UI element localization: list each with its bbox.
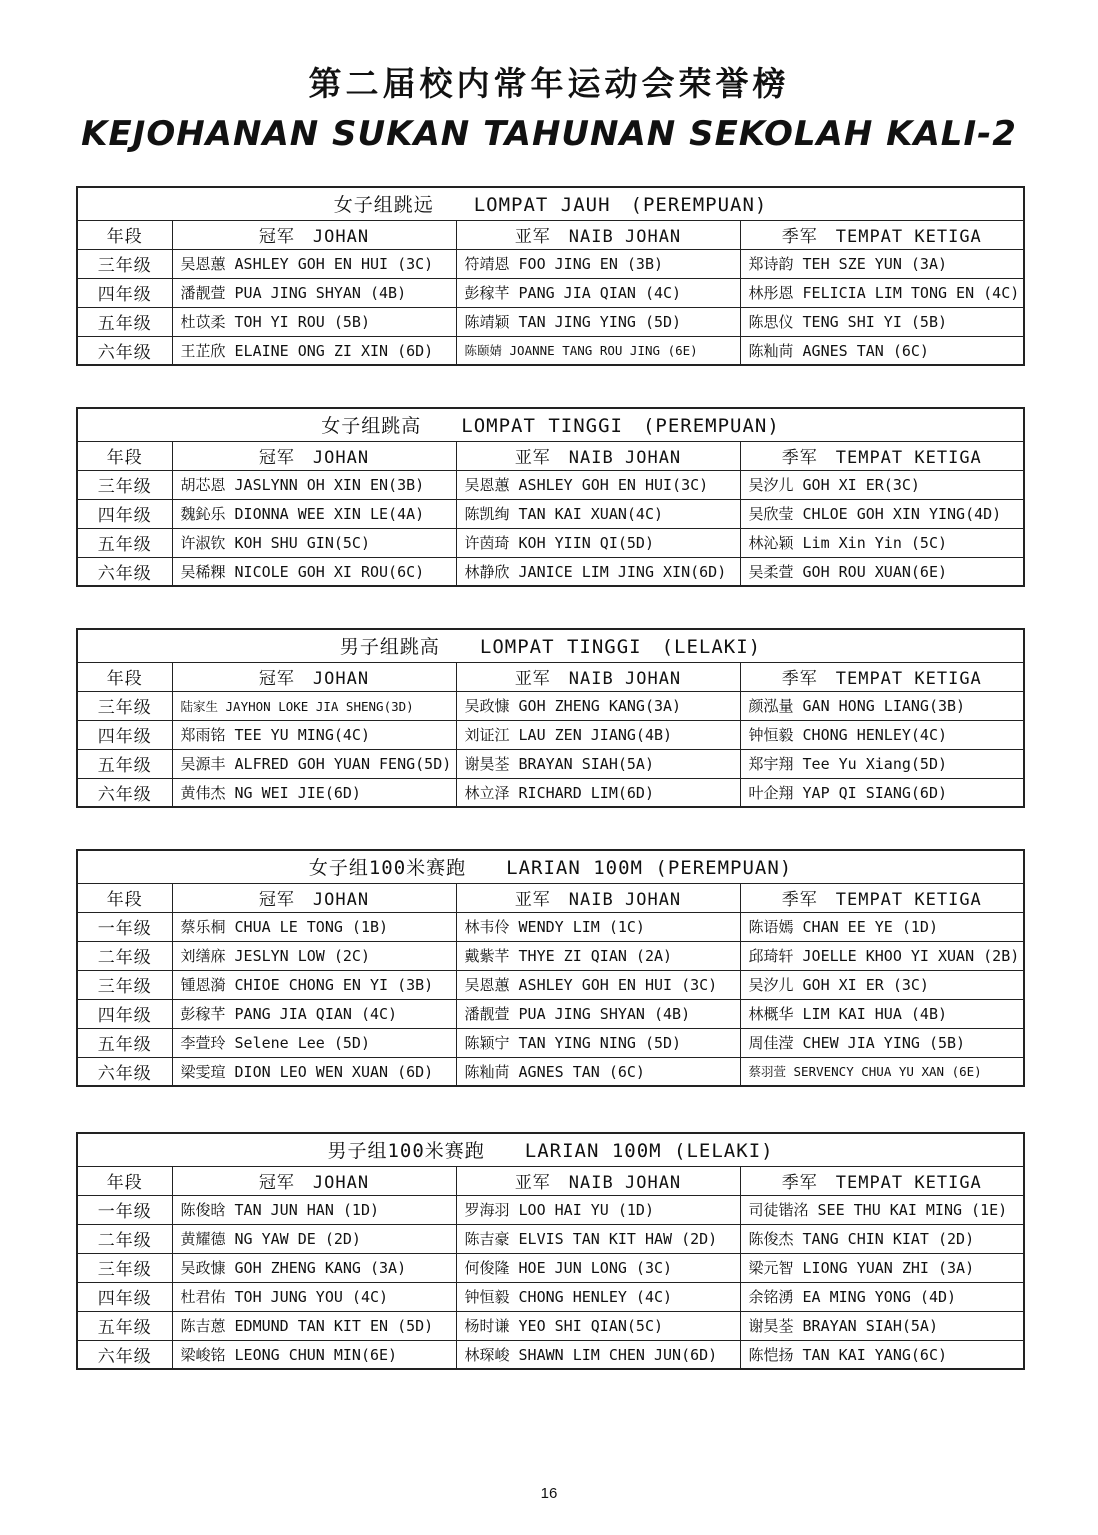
table-row xyxy=(77,999,1024,1028)
runner-up-cell: 刘证江 LAU ZEN JIANG(4B) xyxy=(456,720,740,749)
third-place-cell: 陈恺扬 TAN KAI YANG(6C) xyxy=(740,1340,1024,1369)
grade-level: 二年级 xyxy=(77,941,172,970)
column-header: 冠军 JOHAN xyxy=(172,662,456,691)
table-caption-row xyxy=(77,408,1024,441)
runner-up-cell: 潘靓萱 PUA JING SHYAN (4B) xyxy=(456,999,740,1028)
champion-cell: 吴政慷 GOH ZHENG KANG (3A) xyxy=(172,1253,456,1282)
third-place-cell: 林彤恩 FELICIA LIM TONG EN (4C) xyxy=(740,278,1024,307)
column-header: 季军 TEMPAT KETIGA xyxy=(740,883,1024,912)
table-header-row xyxy=(77,662,1024,691)
table-row xyxy=(77,307,1024,336)
column-header: 季军 TEMPAT KETIGA xyxy=(740,220,1024,249)
grade-level: 四年级 xyxy=(77,1282,172,1311)
champion-cell: 杜君佑 TOH JUNG YOU (4C) xyxy=(172,1282,456,1311)
column-header: 年段 xyxy=(77,883,172,912)
champion-cell: 锺恩漪 CHIOE CHONG EN YI (3B) xyxy=(172,970,456,999)
runner-up-cell: 杨时谦 YEO SHI QIAN(5C) xyxy=(456,1311,740,1340)
grade-level: 五年级 xyxy=(77,1028,172,1057)
page-number: 16 xyxy=(540,1485,558,1502)
runner-up-cell: 罗海羽 LOO HAI YU (1D) xyxy=(456,1195,740,1224)
grade-level: 三年级 xyxy=(77,1253,172,1282)
table-row xyxy=(77,691,1024,720)
column-header: 冠军 JOHAN xyxy=(172,441,456,470)
champion-cell: 蔡乐桐 CHUA LE TONG (1B) xyxy=(172,912,456,941)
column-header: 冠军 JOHAN xyxy=(172,883,456,912)
third-place-cell: 林沁颖 Lim Xin Yin (5C) xyxy=(740,528,1024,557)
runner-up-cell: 钟恒毅 CHONG HENLEY (4C) xyxy=(456,1282,740,1311)
third-place-cell: 蔡羽萱 SERVENCY CHUA YU XAN (6E) xyxy=(740,1057,1024,1086)
third-place-cell: 林概华 LIM KAI HUA (4B) xyxy=(740,999,1024,1028)
table-row xyxy=(77,278,1024,307)
runner-up-cell: 陈靖颖 TAN JING YING (5D) xyxy=(456,307,740,336)
table-row xyxy=(77,1311,1024,1340)
table-row xyxy=(77,336,1024,365)
champion-cell: 吴源丰 ALFRED GOH YUAN FENG(5D) xyxy=(172,749,456,778)
third-place-cell: 郑诗韵 TEH SZE YUN (3A) xyxy=(740,249,1024,278)
runner-up-cell: 林立泽 RICHARD LIM(6D) xyxy=(456,778,740,807)
event-title: 男子组跳高 LOMPAT TINGGI (LELAKI) xyxy=(77,629,1024,662)
column-header: 年段 xyxy=(77,662,172,691)
runner-up-cell: 戴紫芊 THYE ZI QIAN (2A) xyxy=(456,941,740,970)
table-row xyxy=(77,1028,1024,1057)
column-header: 季军 TEMPAT KETIGA xyxy=(740,441,1024,470)
champion-cell: 杜苡柔 TOH YI ROU (5B) xyxy=(172,307,456,336)
grade-level: 二年级 xyxy=(77,1224,172,1253)
table-row xyxy=(77,749,1024,778)
champion-cell: 王芷欣 ELAINE ONG ZI XIN (6D) xyxy=(172,336,456,365)
third-place-cell: 吴汐儿 GOH XI ER(3C) xyxy=(740,470,1024,499)
runner-up-cell: 林琛峻 SHAWN LIM CHEN JUN(6D) xyxy=(456,1340,740,1369)
table-caption-row xyxy=(77,850,1024,883)
column-header: 亚军 NAIB JOHAN xyxy=(456,883,740,912)
table-row xyxy=(77,528,1024,557)
third-place-cell: 余铭湧 EA MING YONG (4D) xyxy=(740,1282,1024,1311)
grade-level: 三年级 xyxy=(77,970,172,999)
runner-up-cell: 陈吉豪 ELVIS TAN KIT HAW (2D) xyxy=(456,1224,740,1253)
champion-cell: 魏鈊乐 DIONNA WEE XIN LE(4A) xyxy=(172,499,456,528)
champion-cell: 陈俊晗 TAN JUN HAN (1D) xyxy=(172,1195,456,1224)
runner-up-cell: 陈凯绚 TAN KAI XUAN(4C) xyxy=(456,499,740,528)
third-place-cell: 梁元智 LIONG YUAN ZHI (3A) xyxy=(740,1253,1024,1282)
runner-up-cell: 谢昊荃 BRAYAN SIAH(5A) xyxy=(456,749,740,778)
table-header-row xyxy=(77,883,1024,912)
grade-level: 四年级 xyxy=(77,499,172,528)
page-title-malay: KEJOHANAN SUKAN TAHUNAN SEKOLAH KALI-2 xyxy=(81,114,1017,154)
runner-up-cell: 许茵琦 KOH YIIN QI(5D) xyxy=(456,528,740,557)
third-place-cell: 吴汐儿 GOH XI ER (3C) xyxy=(740,970,1024,999)
grade-level: 五年级 xyxy=(77,307,172,336)
runner-up-cell: 陈颐婧 JOANNE TANG ROU JING (6E) xyxy=(456,336,740,365)
column-header: 冠军 JOHAN xyxy=(172,220,456,249)
third-place-cell: 陈籼苘 AGNES TAN (6C) xyxy=(740,336,1024,365)
table-header-row xyxy=(77,441,1024,470)
table-row xyxy=(77,1057,1024,1086)
runner-up-cell: 彭稼芊 PANG JIA QIAN (4C) xyxy=(456,278,740,307)
column-header: 冠军 JOHAN xyxy=(172,1166,456,1195)
grade-level: 一年级 xyxy=(77,1195,172,1224)
champion-cell: 吴稀粿 NICOLE GOH XI ROU(6C) xyxy=(172,557,456,586)
column-header: 年段 xyxy=(77,1166,172,1195)
results-table xyxy=(76,849,1025,1087)
table-row xyxy=(77,499,1024,528)
champion-cell: 李萱玲 Selene Lee (5D) xyxy=(172,1028,456,1057)
champion-cell: 许淑钦 KOH SHU GIN(5C) xyxy=(172,528,456,557)
grade-level: 五年级 xyxy=(77,528,172,557)
champion-cell: 梁峻铭 LEONG CHUN MIN(6E) xyxy=(172,1340,456,1369)
grade-level: 三年级 xyxy=(77,470,172,499)
runner-up-cell: 何俊隆 HOE JUN LONG (3C) xyxy=(456,1253,740,1282)
table-row xyxy=(77,778,1024,807)
grade-level: 六年级 xyxy=(77,336,172,365)
third-place-cell: 陈俊杰 TANG CHIN KIAT (2D) xyxy=(740,1224,1024,1253)
table-row xyxy=(77,1253,1024,1282)
runner-up-cell: 林静欣 JANICE LIM JING XIN(6D) xyxy=(456,557,740,586)
grade-level: 四年级 xyxy=(77,720,172,749)
champion-cell: 郑雨铭 TEE YU MING(4C) xyxy=(172,720,456,749)
table-row xyxy=(77,1224,1024,1253)
grade-level: 六年级 xyxy=(77,557,172,586)
grade-level: 一年级 xyxy=(77,912,172,941)
grade-level: 四年级 xyxy=(77,278,172,307)
champion-cell: 潘靓萱 PUA JING SHYAN (4B) xyxy=(172,278,456,307)
runner-up-cell: 陈颖宁 TAN YING NING (5D) xyxy=(456,1028,740,1057)
runner-up-cell: 吴恩蕙 ASHLEY GOH EN HUI (3C) xyxy=(456,970,740,999)
event-title: 女子组跳远 LOMPAT JAUH (PEREMPUAN) xyxy=(77,187,1024,220)
third-place-cell: 吴欣莹 CHLOE GOH XIN YING(4D) xyxy=(740,499,1024,528)
third-place-cell: 谢昊荃 BRAYAN SIAH(5A) xyxy=(740,1311,1024,1340)
results-table xyxy=(76,407,1025,587)
column-header: 季军 TEMPAT KETIGA xyxy=(740,1166,1024,1195)
grade-level: 六年级 xyxy=(77,1340,172,1369)
results-table xyxy=(76,1132,1025,1370)
third-place-cell: 钟恒毅 CHONG HENLEY(4C) xyxy=(740,720,1024,749)
event-title: 女子组100米赛跑 LARIAN 100M (PEREMPUAN) xyxy=(77,850,1024,883)
grade-level: 六年级 xyxy=(77,778,172,807)
runner-up-cell: 林韦伶 WENDY LIM (1C) xyxy=(456,912,740,941)
event-title: 男子组100米赛跑 LARIAN 100M (LELAKI) xyxy=(77,1133,1024,1166)
column-header: 年段 xyxy=(77,220,172,249)
results-table xyxy=(76,186,1025,366)
grade-level: 五年级 xyxy=(77,749,172,778)
column-header: 亚军 NAIB JOHAN xyxy=(456,220,740,249)
table-row xyxy=(77,720,1024,749)
table-row xyxy=(77,941,1024,970)
third-place-cell: 颜泓量 GAN HONG LIANG(3B) xyxy=(740,691,1024,720)
table-caption-row xyxy=(77,1133,1024,1166)
event-title: 女子组跳高 LOMPAT TINGGI (PEREMPUAN) xyxy=(77,408,1024,441)
third-place-cell: 周佳滢 CHEW JIA YING (5B) xyxy=(740,1028,1024,1057)
table-header-row xyxy=(77,1166,1024,1195)
table-row xyxy=(77,557,1024,586)
champion-cell: 刘缮庥 JESLYN LOW (2C) xyxy=(172,941,456,970)
third-place-cell: 叶企翔 YAP QI SIANG(6D) xyxy=(740,778,1024,807)
table-row xyxy=(77,249,1024,278)
grade-level: 五年级 xyxy=(77,1311,172,1340)
column-header: 年段 xyxy=(77,441,172,470)
table-caption-row xyxy=(77,187,1024,220)
champion-cell: 陆家生 JAYHON LOKE JIA SHENG(3D) xyxy=(172,691,456,720)
third-place-cell: 陈语嫣 CHAN EE YE (1D) xyxy=(740,912,1024,941)
table-caption-row xyxy=(77,629,1024,662)
table-row xyxy=(77,1282,1024,1311)
grade-level: 六年级 xyxy=(77,1057,172,1086)
table-row xyxy=(77,912,1024,941)
third-place-cell: 郑宇翔 Tee Yu Xiang(5D) xyxy=(740,749,1024,778)
grade-level: 三年级 xyxy=(77,691,172,720)
runner-up-cell: 符靖恩 FOO JING EN (3B) xyxy=(456,249,740,278)
column-header: 亚军 NAIB JOHAN xyxy=(456,1166,740,1195)
champion-cell: 梁雯瑄 DION LEO WEN XUAN (6D) xyxy=(172,1057,456,1086)
champion-cell: 黄伟杰 NG WEI JIE(6D) xyxy=(172,778,456,807)
column-header: 季军 TEMPAT KETIGA xyxy=(740,662,1024,691)
champion-cell: 吴恩蕙 ASHLEY GOH EN HUI (3C) xyxy=(172,249,456,278)
table-row xyxy=(77,1340,1024,1369)
champion-cell: 彭稼芊 PANG JIA QIAN (4C) xyxy=(172,999,456,1028)
runner-up-cell: 陈籼苘 AGNES TAN (6C) xyxy=(456,1057,740,1086)
runner-up-cell: 吴政慷 GOH ZHENG KANG(3A) xyxy=(456,691,740,720)
column-header: 亚军 NAIB JOHAN xyxy=(456,662,740,691)
third-place-cell: 吴柔萱 GOH ROU XUAN(6E) xyxy=(740,557,1024,586)
page-title-chinese: 第二届校内常年运动会荣誉榜 xyxy=(308,64,790,103)
table-header-row xyxy=(77,220,1024,249)
results-table xyxy=(76,628,1025,808)
runner-up-cell: 吴恩蕙 ASHLEY GOH EN HUI(3C) xyxy=(456,470,740,499)
column-header: 亚军 NAIB JOHAN xyxy=(456,441,740,470)
table-row xyxy=(77,1195,1024,1224)
table-row xyxy=(77,970,1024,999)
grade-level: 三年级 xyxy=(77,249,172,278)
champion-cell: 陈吉蒽 EDMUND TAN KIT EN (5D) xyxy=(172,1311,456,1340)
table-row xyxy=(77,470,1024,499)
grade-level: 四年级 xyxy=(77,999,172,1028)
champion-cell: 胡芯恩 JASLYNN OH XIN EN(3B) xyxy=(172,470,456,499)
third-place-cell: 陈思仪 TENG SHI YI (5B) xyxy=(740,307,1024,336)
champion-cell: 黄耀德 NG YAW DE (2D) xyxy=(172,1224,456,1253)
third-place-cell: 邱琦轩 JOELLE KHOO YI XUAN (2B) xyxy=(740,941,1024,970)
third-place-cell: 司徒锴洺 SEE THU KAI MING (1E) xyxy=(740,1195,1024,1224)
